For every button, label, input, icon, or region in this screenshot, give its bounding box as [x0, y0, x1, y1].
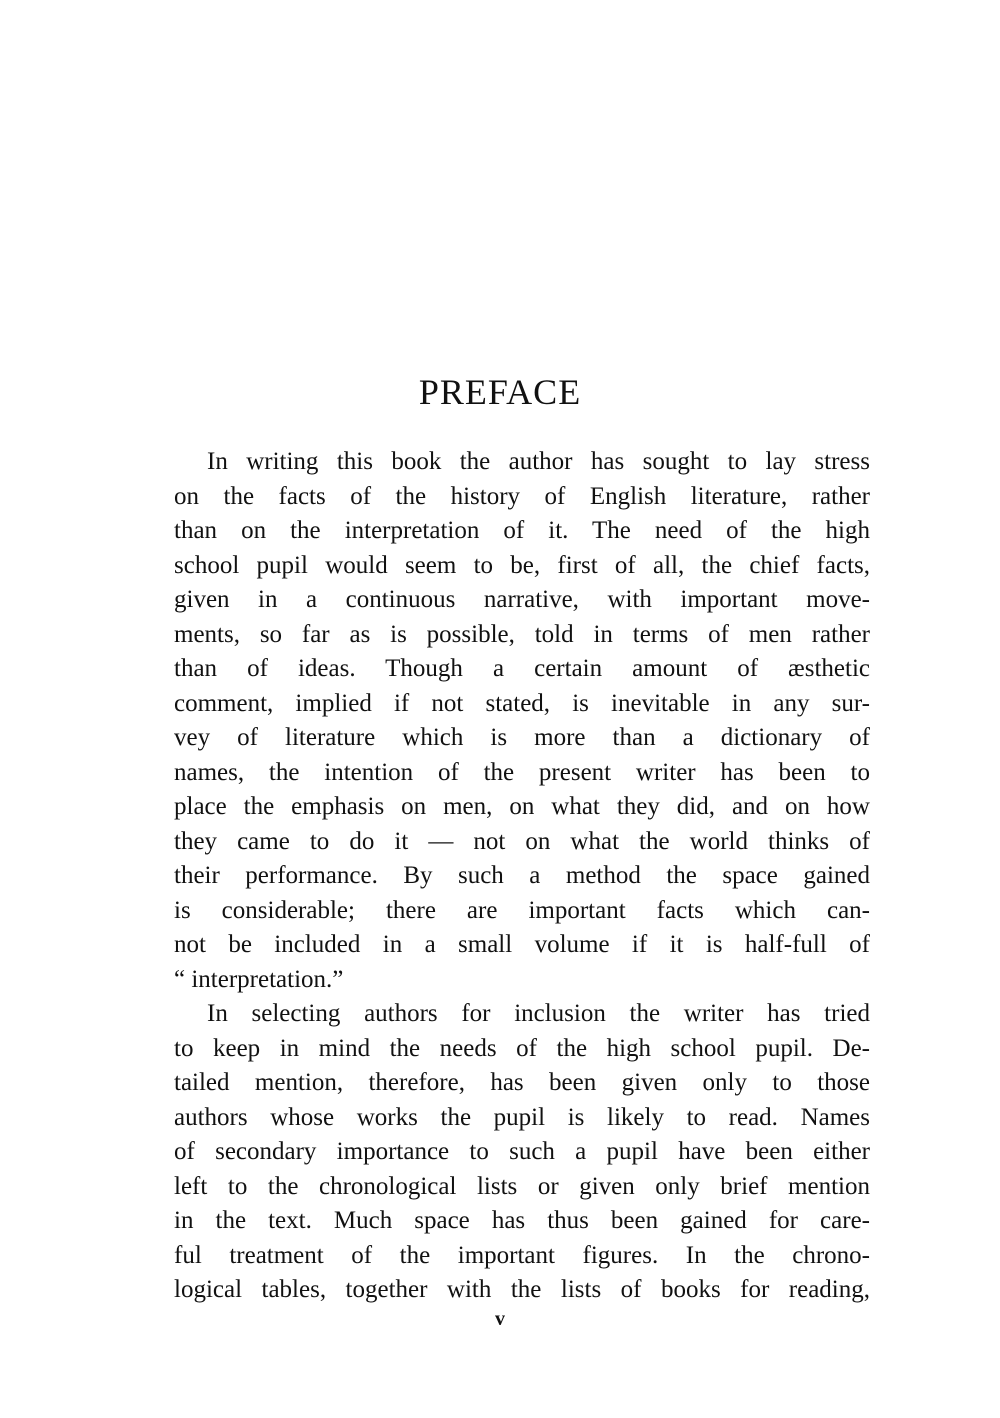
- paragraph-2-line: tailed mention, therefore, has been given only to those: [174, 1069, 870, 1096]
- preface-body: [174, 445, 870, 1308]
- paragraph-1-line: their performance. By such a method the space gained: [174, 862, 870, 889]
- paragraph-1-line: given in a continuous narrative, with important move-: [174, 586, 870, 613]
- paragraph-1-line: vey of literature which is more than a dictionary of: [174, 724, 870, 751]
- paragraph-2-line: to keep in mind the needs of the high school pupil. De-: [174, 1034, 870, 1062]
- paragraph-1-line: on the facts of the history of English literature, rather: [174, 482, 870, 510]
- paragraph-1-line: they came to do it — not on what the world thinks of: [174, 827, 870, 855]
- paragraph-1-line: school pupil would seem to be, first of all, the chief facts,: [174, 551, 870, 579]
- paragraph-1-line: names, the intention of the present writer has been to: [174, 758, 870, 786]
- paragraph-2-line: logical tables, together with the lists of books for reading,: [174, 1276, 870, 1303]
- paragraph-2-line: In selecting authors for inclusion the writer has tried: [207, 1000, 870, 1027]
- paragraph-1-line: than of ideas. Though a certain amount of æsthetic: [174, 655, 870, 682]
- paragraph-2-line: in the text. Much space has thus been gained for care-: [174, 1207, 870, 1234]
- page-title: PREFACE: [418, 372, 582, 412]
- paragraph-1-line: than on the interpretation of it. The need of the high: [174, 517, 870, 544]
- paragraph-1-line: comment, implied if not stated, is inevitable in any sur-: [174, 689, 870, 717]
- paragraph-2-line: left to the chronological lists or given only brief mention: [174, 1172, 870, 1200]
- paragraph-1-line: “ interpretation.”: [174, 965, 344, 993]
- paragraph-1-line: is considerable; there are important facts which can-: [174, 896, 870, 924]
- paragraph-1-line: ments, so far as is possible, told in terms of men rather: [174, 620, 870, 648]
- paragraph-1-line: not be included in a small volume if it is half-full of: [174, 931, 870, 958]
- paragraph-2-line: of secondary importance to such a pupil have been either: [174, 1138, 870, 1165]
- paragraph-1-line: In writing this book the author has sought to lay stress: [207, 448, 870, 475]
- paragraph-2-line: authors whose works the pupil is likely to read. Names: [174, 1103, 870, 1131]
- paragraph-1-line: place the emphasis on men, on what they did, and on how: [174, 793, 870, 820]
- paragraph-2-line: ful treatment of the important figures. In the chrono-: [174, 1241, 870, 1269]
- page-number: v: [495, 1308, 505, 1330]
